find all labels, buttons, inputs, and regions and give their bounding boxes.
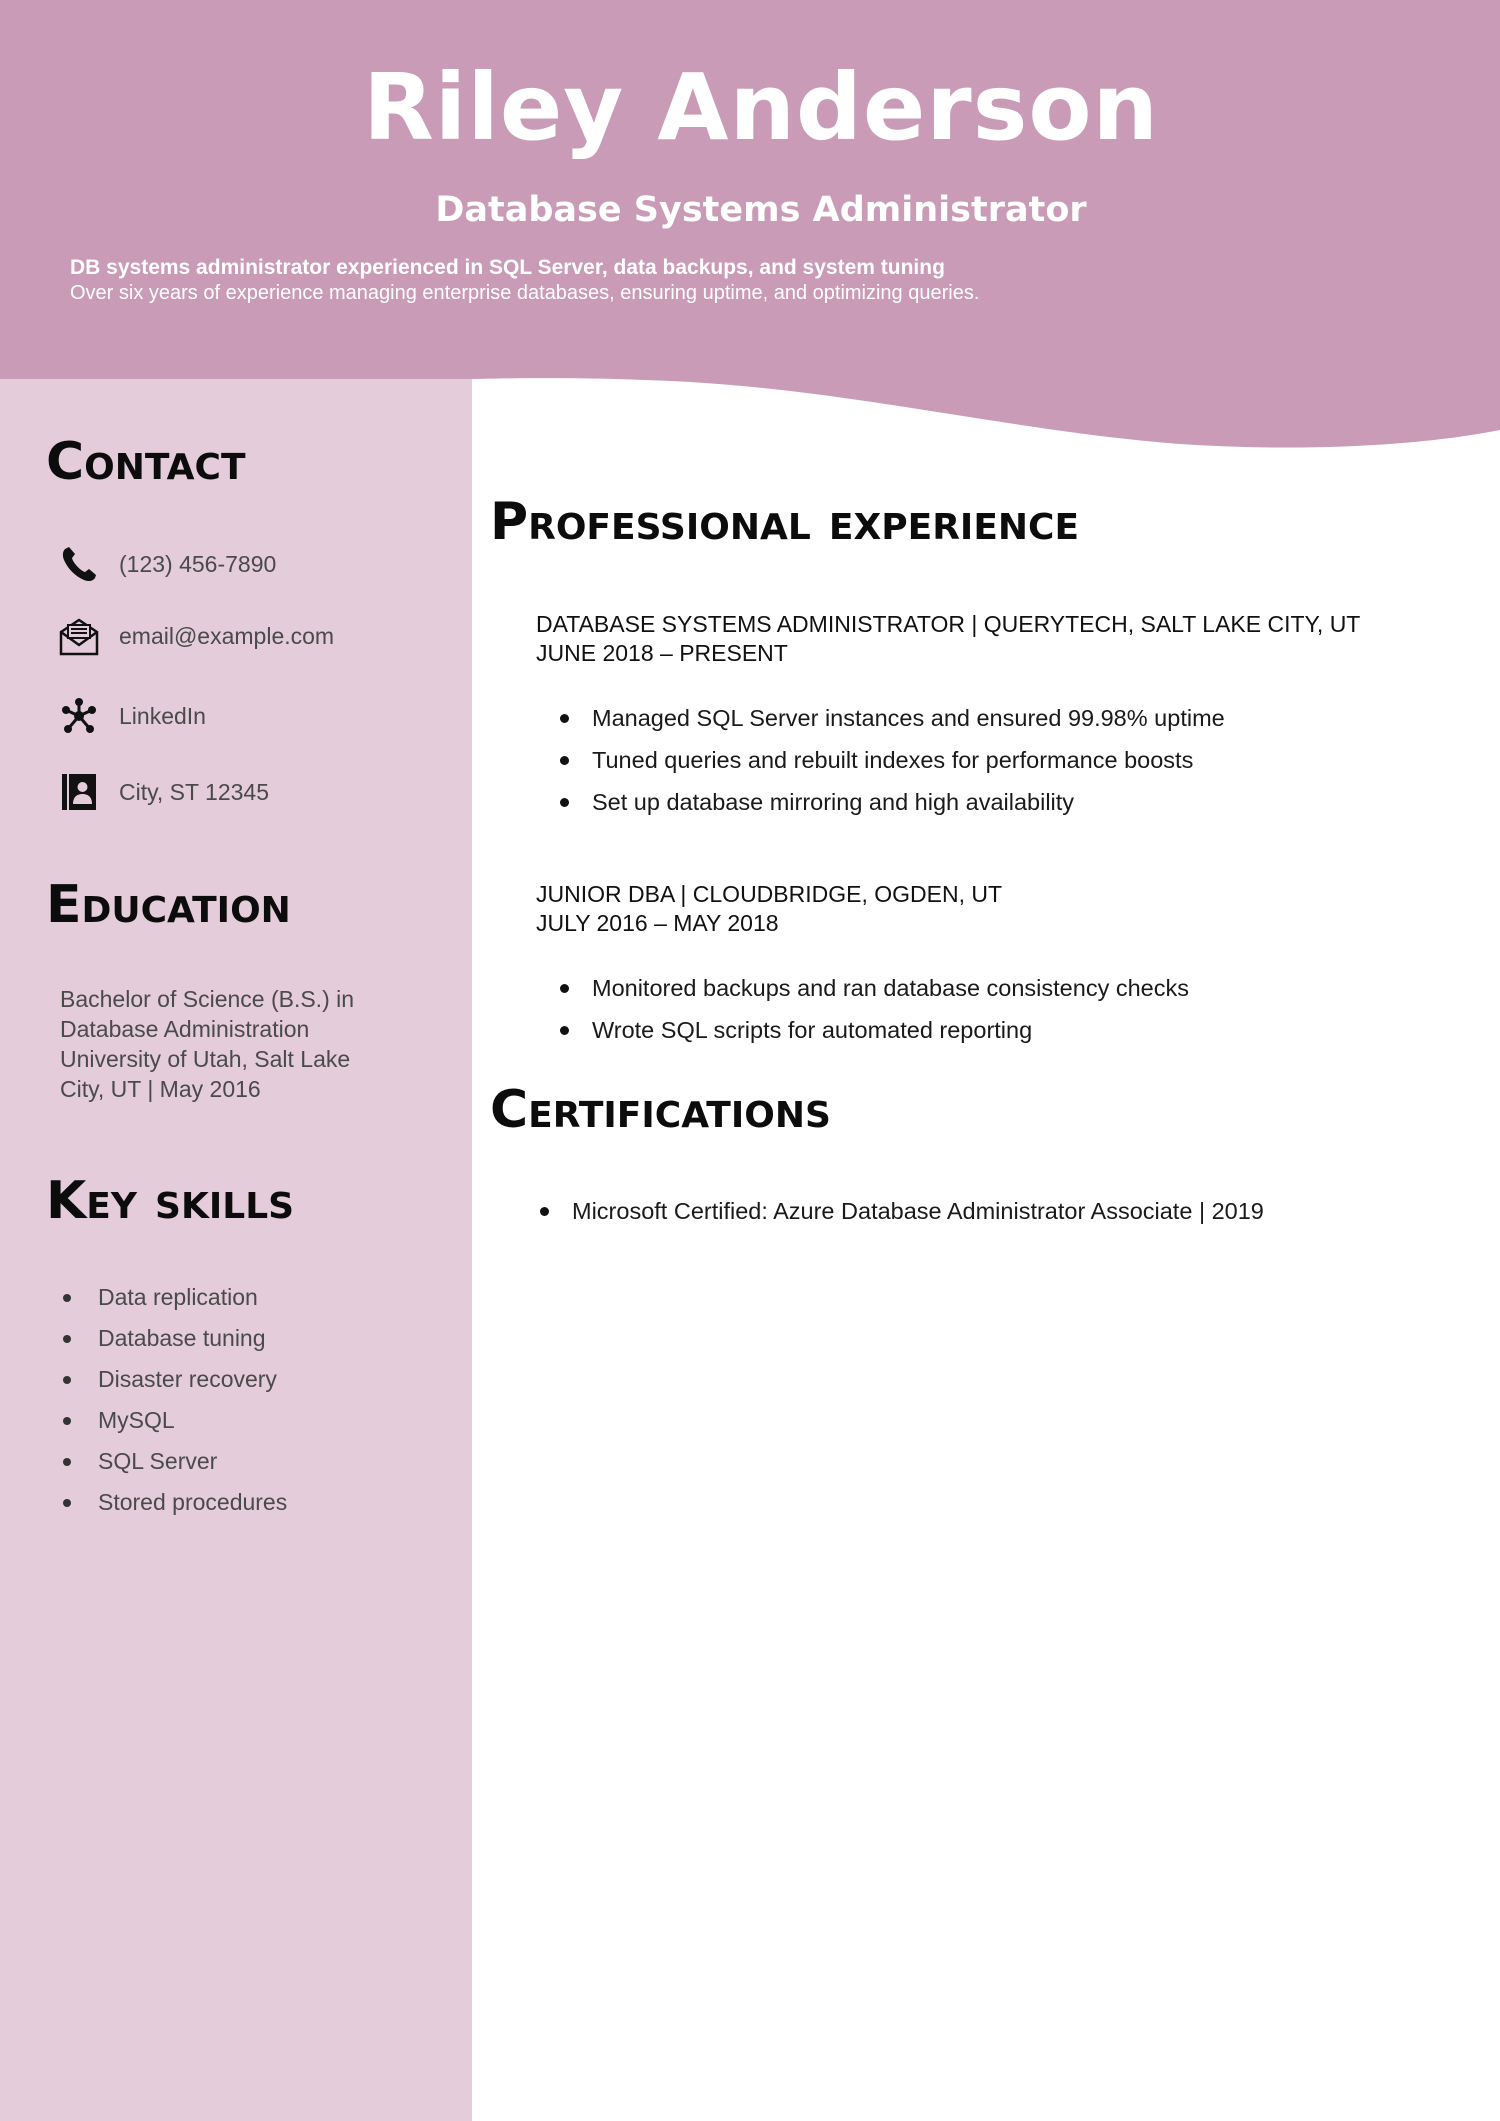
address-book-icon — [56, 769, 102, 815]
job-bullets — [560, 967, 1189, 1051]
job-dates: JULY 2016 – MAY 2018 — [536, 910, 779, 936]
skill-item: Disaster recovery — [60, 1359, 287, 1400]
contact-linkedin — [56, 692, 206, 740]
envelope-icon — [56, 613, 102, 659]
skill-item: Database tuning — [60, 1318, 287, 1359]
skills-heading: Key skills — [46, 1171, 295, 1231]
contact-address — [56, 768, 269, 816]
job-header — [536, 880, 1002, 938]
contact-phone — [56, 540, 276, 588]
job-bullet: Managed SQL Server instances and ensured 99.98% uptime — [560, 697, 1225, 739]
candidate-title: Database Systems Administrator — [435, 190, 1087, 230]
contact-heading: Contact — [46, 432, 246, 492]
job-title-company: JUNIOR DBA | CLOUDBRIDGE, OGDEN, UT — [536, 881, 1003, 907]
skill-item: Stored procedures — [60, 1482, 287, 1523]
job-bullet: Wrote SQL scripts for automated reporting — [560, 1009, 1189, 1051]
network-icon — [56, 693, 102, 739]
education-heading: Education — [46, 875, 291, 935]
job-bullet: Monitored backups and ran database consistency checks — [560, 967, 1189, 1009]
candidate-name: Riley Anderson — [362, 54, 1160, 161]
contact-email — [56, 612, 334, 660]
job-dates: JUNE 2018 – PRESENT — [536, 640, 788, 666]
phone-icon — [56, 541, 102, 587]
skill-item: MySQL — [60, 1400, 287, 1441]
certification-item: Microsoft Certified: Azure Database Administrator Associate | 2019 — [540, 1190, 1264, 1232]
job-bullet: Set up database mirroring and high availability — [560, 781, 1225, 823]
skill-item: Data replication — [60, 1277, 287, 1318]
contact-address-text: City, ST 12345 — [119, 778, 270, 805]
contact-phone-text: (123) 456-7890 — [119, 550, 277, 577]
header-tagline: DB systems administrator experienced in SQL Server, data backups, and system tuning — [70, 256, 945, 279]
education-entry — [60, 984, 420, 1104]
job-title-company: DATABASE SYSTEMS ADMINISTRATOR | QUERYTECH, SALT LAKE CITY, UT — [536, 611, 1361, 637]
job-header — [536, 610, 1360, 668]
education-school: University of Utah, Salt Lake — [60, 1046, 351, 1072]
experience-heading: Professional experience — [490, 492, 1080, 552]
header-summary: Over six years of experience managing enterprise databases, ensuring uptime, and optimizing queries. — [70, 282, 980, 304]
certifications-heading: Certifications — [490, 1080, 831, 1140]
education-degree: Bachelor of Science (B.S.) in — [60, 986, 355, 1012]
certifications-list — [540, 1190, 1264, 1232]
skills-list — [60, 1277, 287, 1523]
contact-email-text[interactable]: email@example.com — [119, 622, 335, 649]
job-bullets — [560, 697, 1225, 823]
education-major: Database Administration — [60, 1016, 310, 1042]
skill-item: SQL Server — [60, 1441, 287, 1482]
education-location-date: City, UT | May 2016 — [60, 1076, 261, 1102]
resume-header — [0, 0, 1500, 340]
contact-linkedin-text[interactable]: LinkedIn — [119, 702, 206, 729]
job-bullet: Tuned queries and rebuilt indexes for performance boosts — [560, 739, 1225, 781]
